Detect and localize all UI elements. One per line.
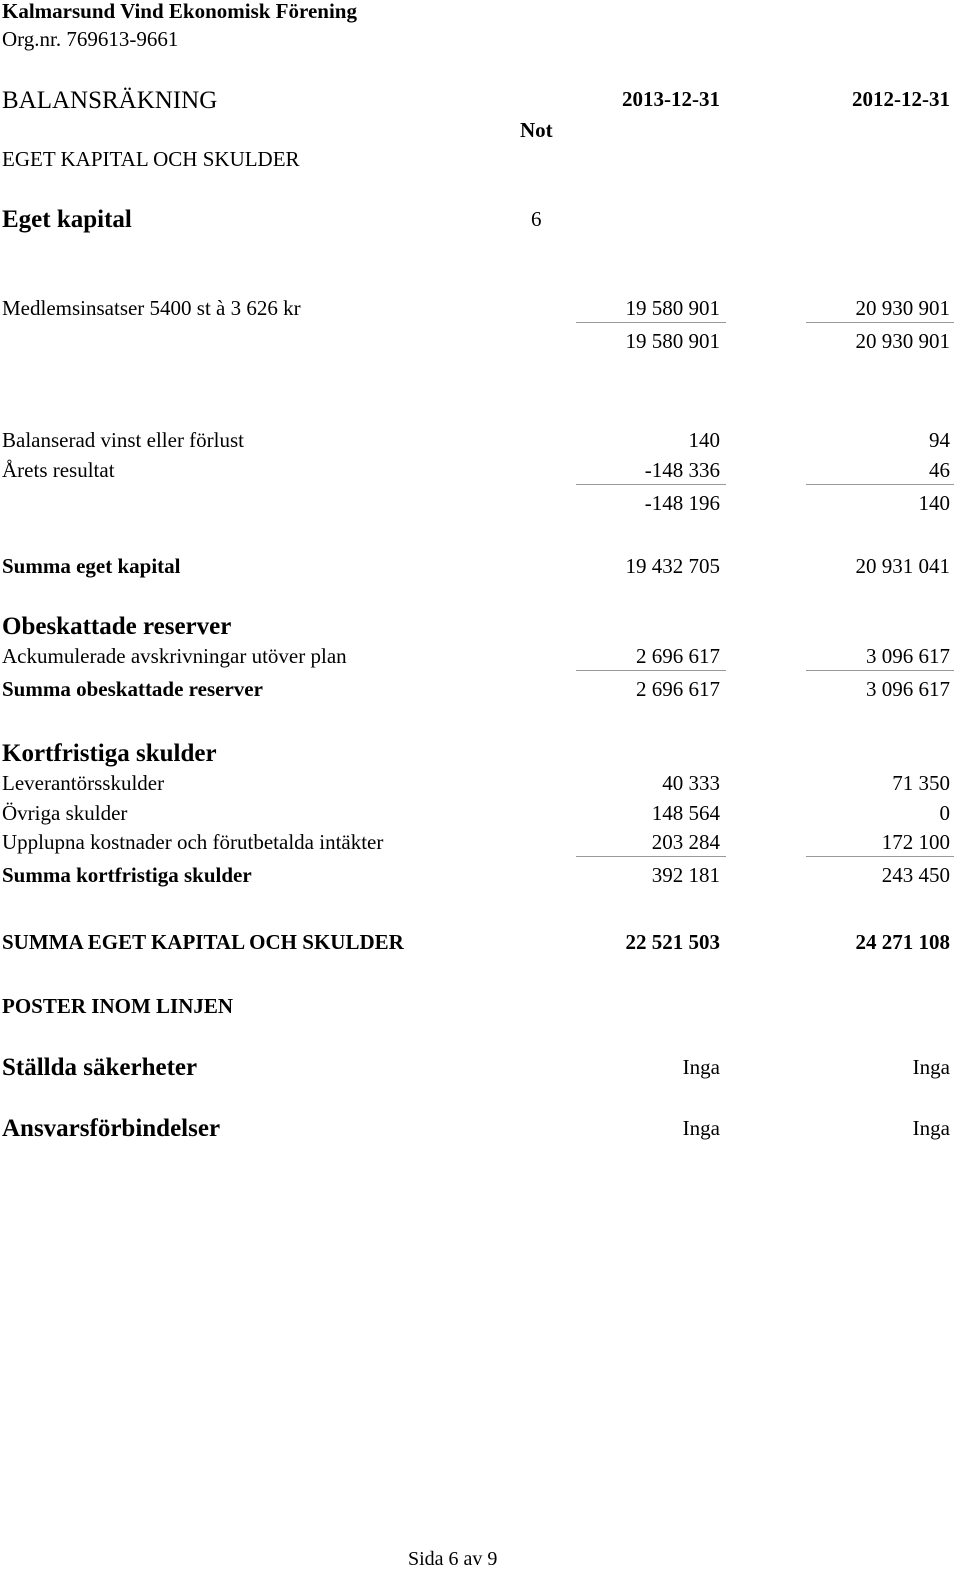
row-label: Ställda säkerheter <box>2 1054 198 1081</box>
value-previous: 140 <box>918 491 950 515</box>
value-current: 203 284 <box>651 830 720 854</box>
value-previous: 0 <box>939 801 950 825</box>
value-previous: 71 350 <box>892 771 950 795</box>
value-current: 392 181 <box>651 863 720 887</box>
value-previous: 46 <box>929 458 950 482</box>
value-current: 2 696 617 <box>636 677 720 701</box>
row-label: Leverantörsskulder <box>2 771 165 795</box>
value-current: 19 432 705 <box>625 554 720 578</box>
value-current: 148 564 <box>651 801 720 825</box>
company-name: Kalmarsund Vind Ekonomisk Förening <box>2 0 357 23</box>
obeskattade-heading: Obeskattade reserver <box>2 613 232 640</box>
row-label: Ansvarsförbindelser <box>2 1115 221 1142</box>
row-label: SUMMA EGET KAPITAL OCH SKULDER <box>2 930 404 954</box>
value-previous: Inga <box>912 1116 950 1140</box>
value-previous: 243 450 <box>881 863 950 887</box>
underline-current <box>576 484 726 485</box>
poster-heading: POSTER INOM LINJEN <box>2 994 234 1018</box>
underline-current <box>576 322 726 323</box>
value-previous: 94 <box>929 428 950 452</box>
column-header-note: Not <box>520 118 553 142</box>
kortfristiga-heading: Kortfristiga skulder <box>2 740 217 767</box>
org-number: Org.nr. 769613-9661 <box>2 27 179 51</box>
row-label: Medlemsinsatser 5400 st à 3 626 kr <box>2 296 301 320</box>
value-previous: 3 096 617 <box>866 677 950 701</box>
value-previous: 3 096 617 <box>866 644 950 668</box>
row-label: Summa obeskattade reserver <box>2 677 263 701</box>
underline-previous <box>806 322 954 323</box>
value-previous: Inga <box>912 1055 950 1079</box>
underline-previous <box>806 484 954 485</box>
page-number: Sida 6 av 9 <box>408 1548 498 1570</box>
column-header-previous: 2012-12-31 <box>852 87 950 111</box>
value-current: 19 580 901 <box>625 329 720 353</box>
value-current: -148 336 <box>644 458 720 482</box>
value-current: 140 <box>688 428 720 452</box>
underline-current <box>576 670 726 671</box>
value-previous: 20 930 901 <box>855 329 950 353</box>
row-label: Summa eget kapital <box>2 554 181 578</box>
value-current: 40 333 <box>662 771 720 795</box>
value-current: 2 696 617 <box>636 644 720 668</box>
row-label: Summa kortfristiga skulder <box>2 863 252 887</box>
value-current: 22 521 503 <box>625 930 720 954</box>
value-previous: 20 931 041 <box>855 554 950 578</box>
section-subtitle: EGET KAPITAL OCH SKULDER <box>2 147 300 171</box>
row-label: Årets resultat <box>2 458 115 482</box>
underline-previous <box>806 856 954 857</box>
value-current: Inga <box>682 1055 720 1079</box>
eget-kapital-heading: Eget kapital <box>2 206 132 233</box>
column-header-current: 2013-12-31 <box>622 87 720 111</box>
value-current: 19 580 901 <box>625 296 720 320</box>
row-label: Övriga skulder <box>2 801 128 825</box>
value-previous: 24 271 108 <box>855 930 950 954</box>
value-previous: 172 100 <box>881 830 950 854</box>
page-title: BALANSRÄKNING <box>2 87 218 114</box>
row-label: Upplupna kostnader och förutbetalda intäkter <box>2 830 384 854</box>
row-label: Balanserad vinst eller förlust <box>2 428 245 452</box>
row-label: Ackumulerade avskrivningar utöver plan <box>2 644 347 668</box>
value-current: Inga <box>682 1116 720 1140</box>
value-current: -148 196 <box>644 491 720 515</box>
underline-previous <box>806 670 954 671</box>
value-previous: 20 930 901 <box>855 296 950 320</box>
eget-kapital-note: 6 <box>531 207 542 231</box>
underline-current <box>576 856 726 857</box>
